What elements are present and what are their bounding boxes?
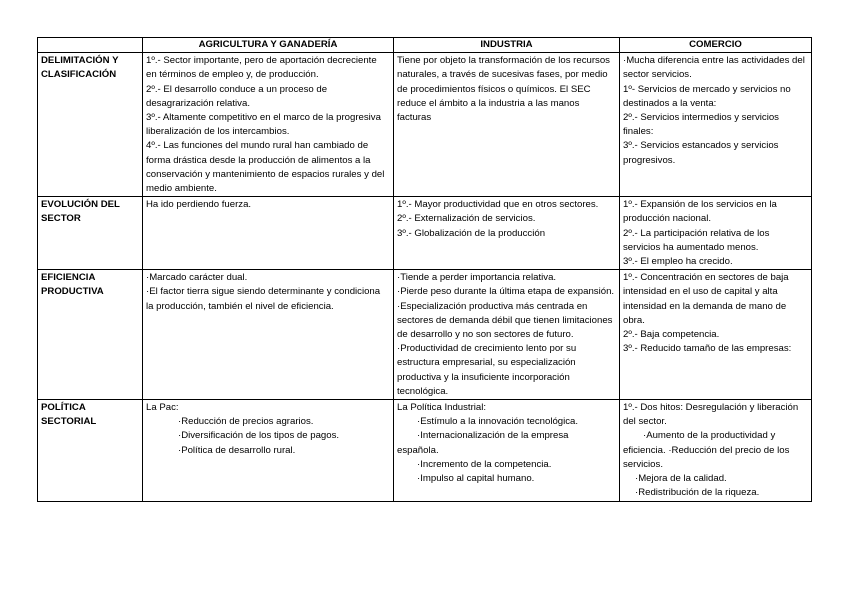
row-label: POLÍTICA SECTORIAL [38,400,143,501]
cell-line: 1º.- Mayor productividad que en otros sectores. [397,199,599,211]
cell-agricultura [143,197,394,270]
cell-line: 3º.- Globalización de la producción [397,227,546,239]
header-empty [38,38,143,53]
cell-line: Tiene por objeto la transformación de los recursos naturales, a través de sucesivas fases, por medio de procedimientos físicos o químicos. El SEC reduce el ámbito a la industria a las manos facturas [397,55,610,124]
table-row [38,400,812,501]
cell-line: 2º.- Baja competencia. [623,329,720,341]
cell-line: 2º.- El desarrollo conduce a un proceso de desagrarización relativa. [146,83,328,109]
row-label: EVOLUCIÓN DEL SECTOR [38,197,143,270]
cell-industria [394,400,620,501]
cell-agricultura [143,400,394,501]
cell-line: 1º.- Expansión de los servicios en la producción nacional. [623,199,777,225]
header-row [38,38,812,53]
cell-line: ·El factor tierra sigue siendo determinante y condiciona la producción, también el nivel de eficiencia. [146,286,381,312]
table-row [38,53,812,197]
cell-line: ·Mucha diferencia entre las actividades del sector servicios. [623,55,805,81]
cell-line: 2º.- Externalización de servicios. [397,213,536,225]
cell-line: 1º.- Dos hitos: Desregulación y liberación del sector. [623,402,799,428]
cell-line: 3º.- Reducido tamaño de las empresas: [623,343,792,355]
cell-line: ·Especialización productiva más centrada en sectores de demanda débil que tienen limitaciones de desarrollo y no son sectores de futuro. [397,300,613,341]
cell-line: ·Estímulo a la innovación tecnológica. [417,416,579,428]
cell-line: ·Diversificación de los tipos de pagos. [178,430,340,442]
cell-line: 3º.- Altamente competitivo en el marco de la progresiva liberalización de los intercambios. [146,112,381,138]
cell-line: 4º.- Las funciones del mundo rural han cambiado de forma drástica desde la producción de alimentos a la conservación y mantenimiento de espacios rurales y del medio ambiente. [146,140,385,195]
cell-line: española. [397,444,439,456]
cell-line: ·Internacionalización de la empresa [417,430,569,442]
cell-line: ·Productividad de crecimiento lento por su estructura empresarial, su especialización productiva y la insuficiente incorporación tecnológica. [397,343,577,397]
cell-line: ·Pierde peso durante la última etapa de expansión. [397,286,615,298]
cell-line: ·Marcado carácter dual. [146,272,248,284]
cell-line: 3º.- Servicios estancados y servicios progresivos. [623,140,779,166]
cell-line: 3º.- El empleo ha crecido. [623,256,733,268]
table-row [38,197,812,270]
cell-line: ·Aumento de la productividad y eficiencia. ·Reducción del precio de los servicios. [623,430,790,470]
cell-line: 1º.- Concentración en sectores de baja intensidad en el uso de capital y alta intensidad en la demanda de mano de obra. [623,272,789,326]
cell-comercio [620,53,812,197]
comparison-table [37,37,812,502]
cell-comercio [620,270,812,400]
cell-line: 1º- Servicios de mercado y servicios no destinados a la venta: [623,83,791,109]
cell-comercio [620,400,812,501]
cell-line: ·Redistribución de la riqueza. [635,487,760,499]
cell-line: 2º.- Servicios intermedios y servicios finales: [623,112,779,138]
cell-line: ·Reducción de precios agrarios. [178,416,314,428]
cell-industria [394,53,620,197]
cell-line: La Pac: [146,402,179,414]
cell-line: ·Impulso al capital humano. [417,473,535,485]
header-comercio: COMERCIO [620,38,812,53]
header-industria: INDUSTRIA [394,38,620,53]
cell-agricultura [143,270,394,400]
table-row [38,270,812,400]
cell-line: ·Política de desarrollo rural. [178,444,296,456]
cell-line: La Política Industrial: [397,402,487,414]
row-label: DELIMITACIÓN Y CLASIFICACIÓN [38,53,143,197]
cell-line: 1º.- Sector importante, pero de aportación decreciente en términos de empleo y, de producción. [146,55,377,81]
header-agricultura: AGRICULTURA Y GANADERÍA [143,38,394,53]
cell-line: ·Incremento de la competencia. [417,458,552,470]
cell-industria [394,270,620,400]
row-label: EFICIENCIA PRODUCTIVA [38,270,143,400]
cell-industria [394,197,620,270]
cell-line: Ha ido perdiendo fuerza. [146,199,252,211]
cell-agricultura [143,53,394,197]
cell-line: ·Mejora de la calidad. [635,473,727,485]
cell-line: 2º.- La participación relativa de los servicios ha aumentado menos. [623,227,770,253]
cell-comercio [620,197,812,270]
cell-line: ·Tiende a perder importancia relativa. [397,272,557,284]
